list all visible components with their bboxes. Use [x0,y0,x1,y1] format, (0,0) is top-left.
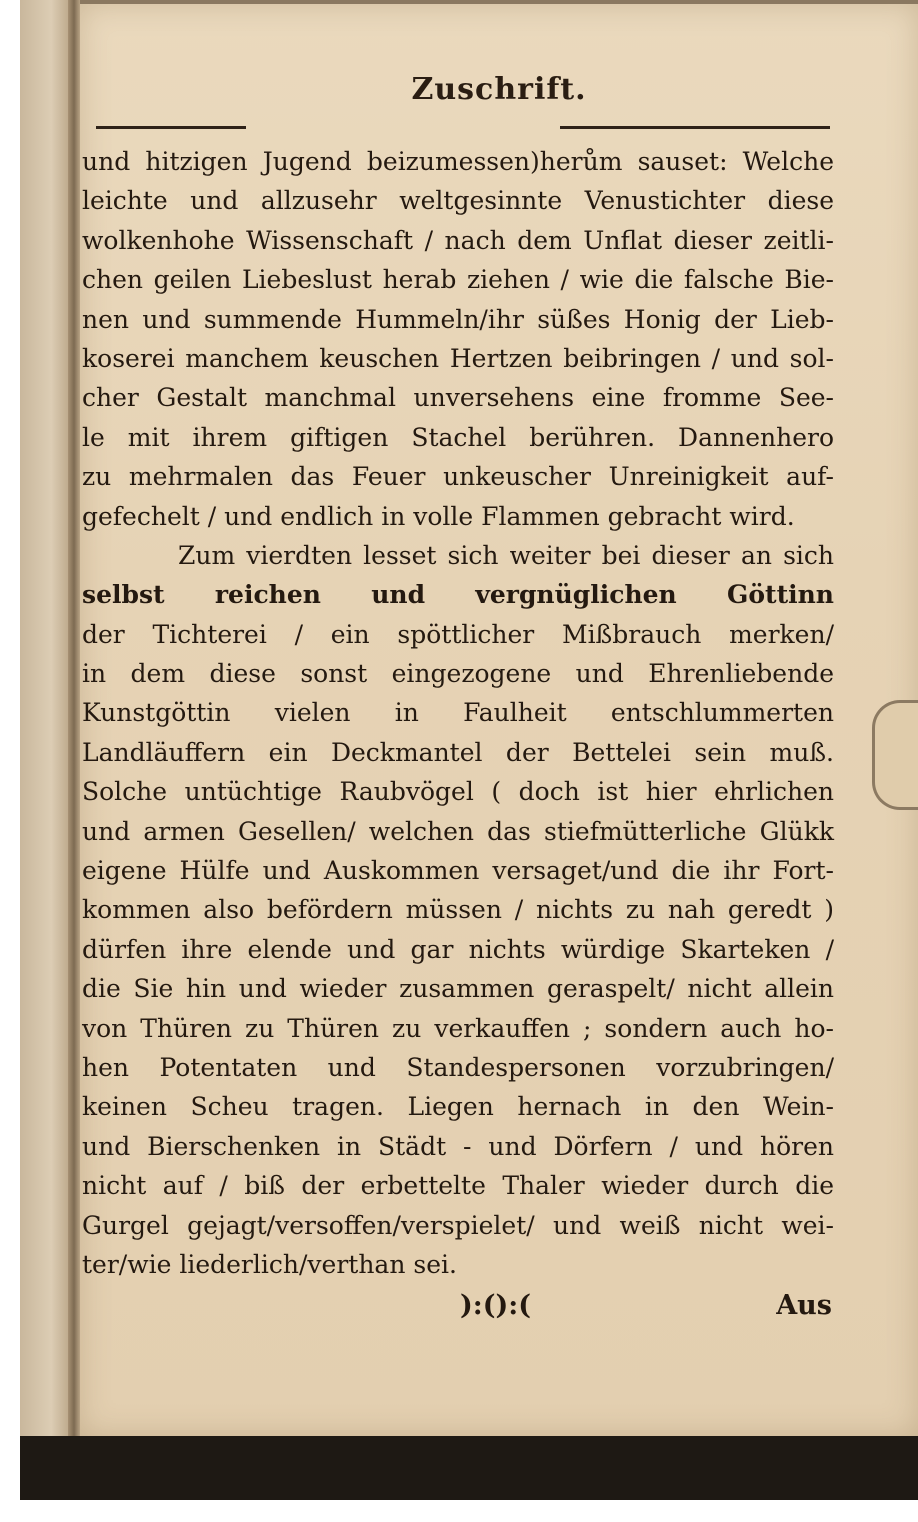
text-line: wolkenhohe Wissenschaft / nach dem Unflat dieser zeitli- [82,225,834,255]
running-header: Zuschrift. [411,72,587,107]
text-line: keinen Scheu tragen. Liegen hernach in den Wein- [82,1092,834,1122]
text-line: selbst reichen und vergnüglichen Göttinn [82,580,834,610]
text-line: Landläuffern ein Deckmantel der Bettelei sein muß. [82,737,834,767]
text-line: ter/wie liederlich/verthan sei. [82,1249,457,1279]
body-text [82,142,834,1284]
text-line: zu mehrmalen das Feuer unkeuscher Unreinigkeit auf- [82,462,834,492]
text-line: hen Potentaten und Standespersonen vorzubringen/ [82,1052,834,1082]
scan-bottom-border [20,1436,918,1500]
signature-mark: ):():( [460,1290,532,1321]
text-line: nicht auf / biß der erbettelte Thaler wieder durch die [82,1171,834,1201]
text-line: nen und summende Hummeln/ihr süßes Honig der Lieb- [82,304,834,334]
catchword: Aus [776,1290,832,1321]
text-line: die Sie hin und wieder zusammen geraspelt/ nicht allein [82,974,834,1004]
text-line: von Thüren zu Thüren zu verkauffen ; sondern auch ho- [82,1013,834,1043]
text-line: leichte und allzusehr weltgesinnte Venustichter diese [82,186,834,216]
text-line: chen geilen Liebeslust herab ziehen / wie die falsche Bie- [82,265,834,295]
text-line: gefechelt / und endlich in volle Flammen gebracht wird. [82,501,795,531]
text-line: koserei manchem keuschen Hertzen beibringen / und sol- [82,343,834,373]
text-line: kommen also befördern müssen / nichts zu nah geredt ) [82,895,834,925]
text-line: le mit ihrem giftigen Stachel berühren. Dannenhero [82,422,834,452]
header-rule-right [560,126,830,129]
book-gutter [68,0,80,1440]
text-line: Gurgel gejagt/versoffen/verspielet/ und weiß nicht wei- [82,1210,834,1240]
text-line: der Tichterei / ein spöttlicher Mißbrauch merken/ [82,619,834,649]
text-line: und Bierschenken in Städt - und Dörfern / und hören [82,1131,834,1161]
text-line: Solche untüchtige Raubvögel ( doch ist hier ehrlichen [82,777,834,807]
text-line: cher Gestalt manchmal unversehens eine fromme See- [82,383,834,413]
text-line: Kunstgöttin vielen in Faulheit entschlummerten [82,698,834,728]
text-line: und hitzigen Jugend beizumessen)herům sauset: Welche [82,147,834,176]
clasp-tab [872,700,918,810]
text-line: und armen Gesellen/ welchen das stiefmütterliche Glükk [82,816,834,846]
paragraph-start-line: Zum vierdten lesset sich weiter bei dieser an sich [178,540,834,570]
text-line: in dem diese sonst eingezogene und Ehrenliebende [82,659,834,689]
text-line: dürfen ihre elende und gar nichts würdige Skarteken / [82,934,834,964]
previous-page-edge [20,0,72,1440]
header-rule-left [96,126,246,129]
page-footer [80,1290,832,1330]
text-line: eigene Hülfe und Auskommen versaget/und die ihr Fort- [82,856,834,886]
